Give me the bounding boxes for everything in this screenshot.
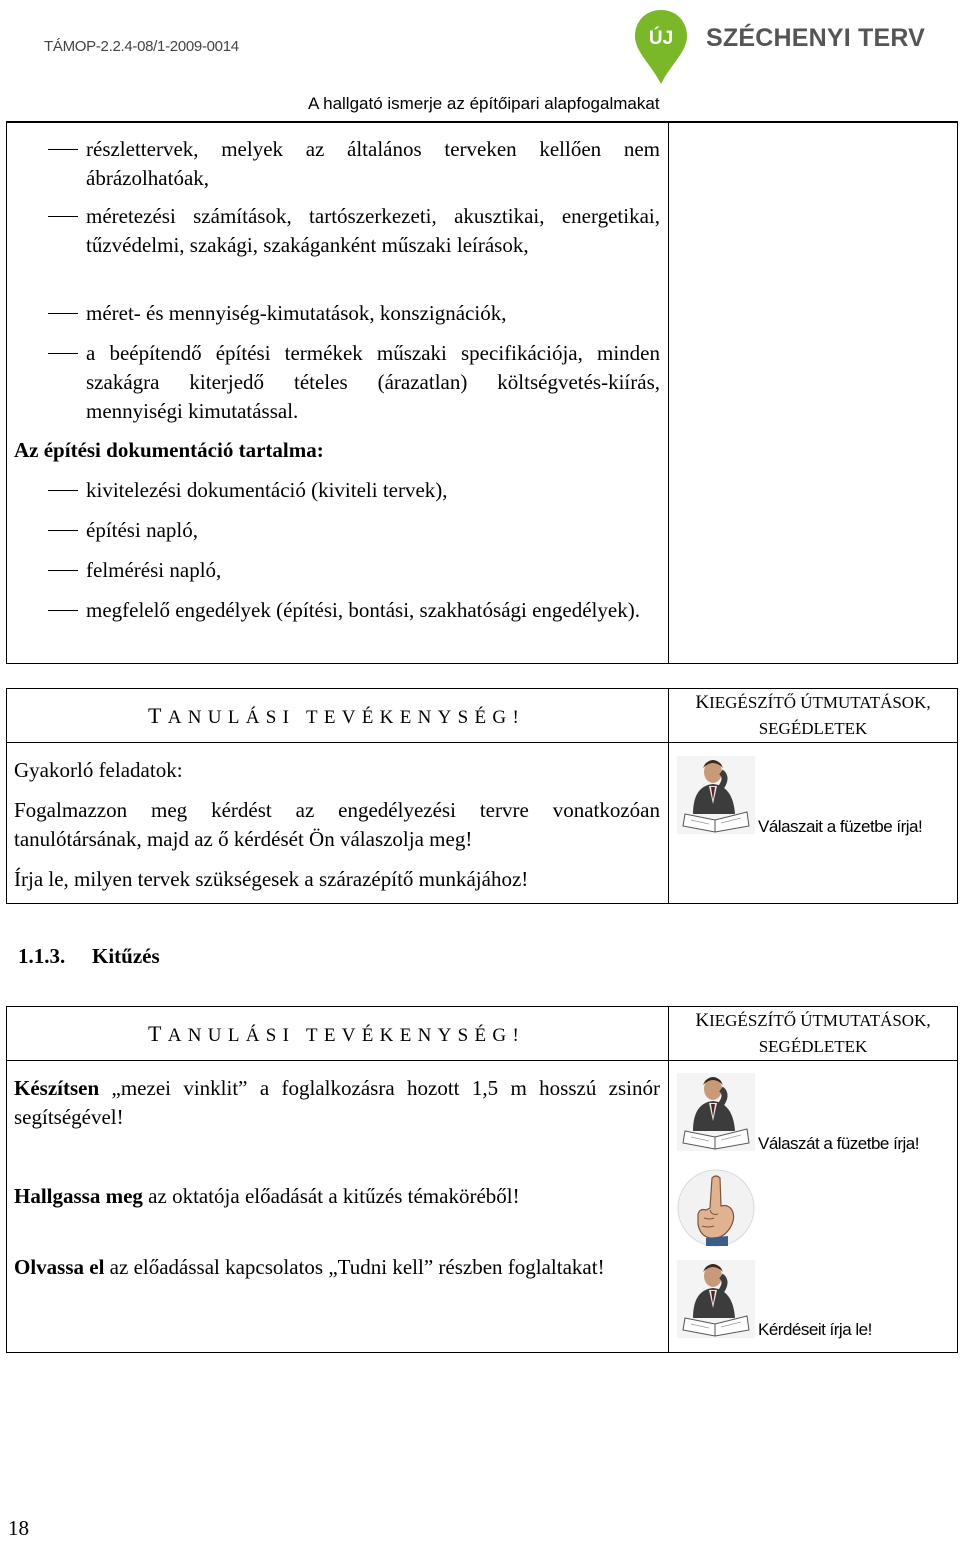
- section-heading: Az építési dokumentáció tartalma:: [14, 438, 324, 462]
- task-rest: az előadással kapcsolatos „Tudni kell” részben foglaltakat!: [104, 1255, 605, 1279]
- list-item: a beépítendő építési termékek műszaki specifikációja, minden szakágra kiterjedő tételes (árazatlan) költségvetés-kiírás, mennyiségi kimutatással.: [86, 341, 660, 423]
- guide-title-line1: [670, 1008, 956, 1034]
- activity-title-rest: ANULÁSI TEVÉKENYSÉG!: [167, 1025, 526, 1046]
- task-rest: „mezei vinklit” a foglalkozásra hozott 1,5 m hosszú zsinór segítségével!: [14, 1076, 660, 1129]
- guide-title: [670, 690, 956, 742]
- page-number: 18: [8, 1516, 29, 1540]
- guide-note: Válaszait a füzetbe írja!: [758, 817, 923, 836]
- list-item: kivitelezési dokumentáció (kiviteli tervek),: [86, 478, 448, 502]
- column-divider: [668, 688, 669, 904]
- list-item: felmérési napló,: [86, 558, 222, 582]
- task-verb: Hallgassa meg: [14, 1184, 143, 1208]
- guide-title-line1: [670, 690, 956, 716]
- list-dash: [48, 570, 78, 571]
- activity-title: [148, 1021, 525, 1047]
- activity-header-rule: [6, 1060, 958, 1061]
- exercise-text: Fogalmazzon meg kérdést az engedélyezési tervre vonatkozóan tanulótársának, majd az ő kérdését Ön válaszolja meg!: [14, 798, 660, 851]
- column-divider: [668, 122, 669, 664]
- guide-title-initial: K: [695, 1010, 710, 1031]
- activity-title: [148, 703, 525, 729]
- activity-title-rest: ANULÁSI TEVÉKENYSÉG!: [167, 707, 526, 728]
- task-verb: Készítsen: [14, 1076, 100, 1100]
- list-dash: [48, 313, 78, 314]
- list-dash: [48, 530, 78, 531]
- logo-badge: ÚJ: [648, 28, 674, 49]
- activity-title-initial: T: [148, 1021, 168, 1046]
- exercise-text: Írja le, milyen tervek szükségesek a szárazépítő munkájához!: [14, 867, 529, 891]
- list-dash: [48, 149, 78, 150]
- task-verb: Olvassa el: [14, 1255, 105, 1279]
- list-dash: [48, 353, 78, 354]
- logo-text: SZÉCHENYI TERV: [706, 24, 926, 52]
- list-dash: [48, 610, 78, 611]
- list-item: méret- és mennyiség-kimutatások, konszignációk,: [86, 301, 507, 325]
- list-dash: [48, 490, 78, 491]
- list-item: méretezési számítások, tartószerkezeti, akusztikai, energetikai, tűzvédelmi, szakági, szakáganként műszaki leírások,: [86, 204, 660, 257]
- list-item: építési napló,: [86, 518, 198, 542]
- task-text: [14, 1182, 660, 1211]
- guide-title-rest: IEGÉSZÍTŐ ÚTMUTATÁSOK,: [709, 1011, 931, 1030]
- pointing-finger-icon: [676, 1168, 756, 1253]
- reading-man-icon: [677, 756, 755, 839]
- column-divider: [668, 1006, 669, 1353]
- list-item: megfelelő engedélyek (építési, bontási, szakhatósági engedélyek).: [86, 598, 640, 622]
- list-item: részlettervek, melyek az általános terveken kellően nem ábrázolhatóak,: [86, 137, 660, 190]
- guide-title-line2: SEGÉDLETEK: [758, 1037, 868, 1056]
- guide-title-line2: SEGÉDLETEK: [758, 719, 868, 738]
- guide-title: [670, 1008, 956, 1060]
- task-text: [14, 1253, 660, 1282]
- guide-note: Kérdéseit írja le!: [758, 1320, 872, 1339]
- page-subtitle: A hallgató ismerje az építőipari alapfogalmakat: [308, 94, 660, 113]
- section-number: 1.1.3.: [18, 944, 66, 968]
- project-code: TÁMOP-2.2.4-08/1-2009-0014: [44, 38, 239, 55]
- guide-title-initial: K: [695, 692, 710, 713]
- section-title: Kitűzés: [92, 944, 160, 968]
- list-dash: [48, 216, 78, 217]
- guide-note: Válaszát a füzetbe írja!: [758, 1134, 919, 1153]
- task-text: [14, 1074, 660, 1132]
- activity-title-initial: T: [148, 703, 168, 728]
- activity-header-rule: [6, 742, 958, 743]
- exercise-heading: Gyakorló feladatok:: [14, 758, 183, 782]
- reading-man-icon: [677, 1073, 755, 1156]
- task-rest: az oktatója előadását a kitűzés témaköréből!: [142, 1184, 520, 1208]
- reading-man-icon: [677, 1260, 755, 1343]
- guide-title-rest: IEGÉSZÍTŐ ÚTMUTATÁSOK,: [709, 693, 931, 712]
